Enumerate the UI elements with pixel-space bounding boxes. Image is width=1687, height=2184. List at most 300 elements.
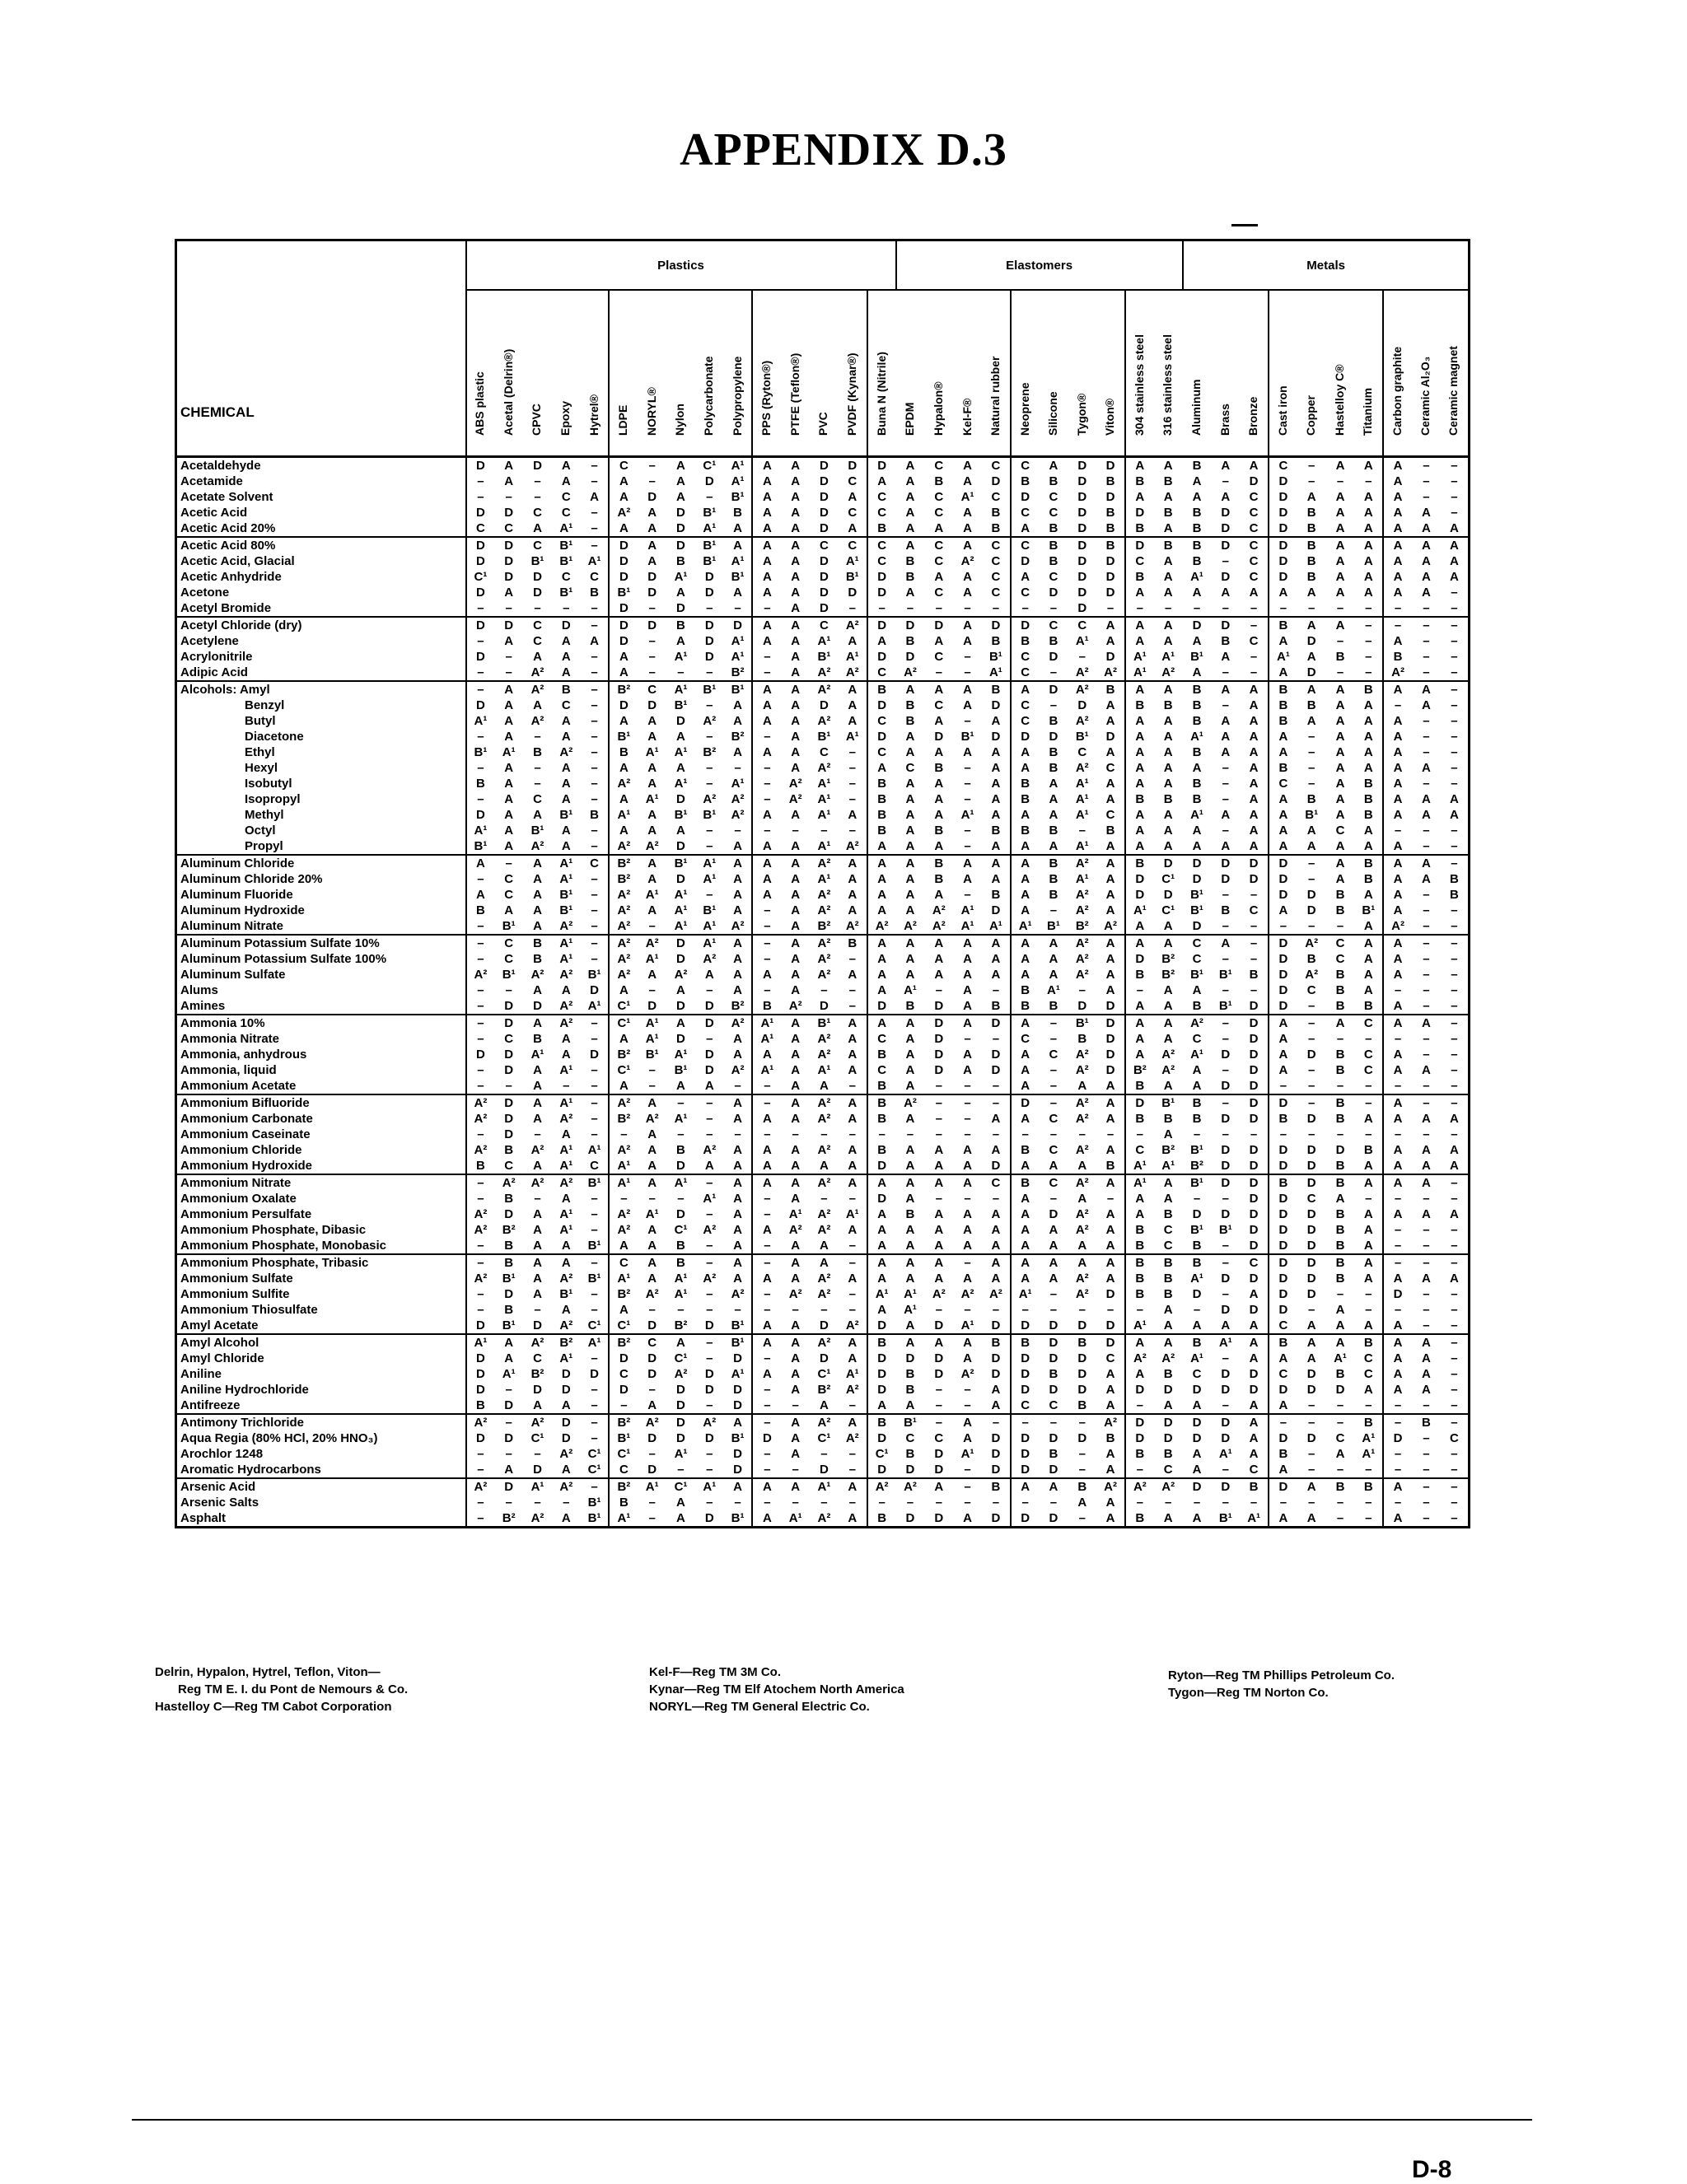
rating-cell: A (1278, 730, 1288, 744)
rating-cell: A² (559, 1447, 573, 1461)
rating-cell: – (1441, 1351, 1470, 1366)
rating-cell: – (494, 1078, 523, 1094)
rating-cell: A (1393, 490, 1403, 504)
rating-cell: – (620, 1192, 628, 1206)
chemical-name: Methyl (176, 807, 466, 823)
chemical-name: Isopropyl (176, 791, 466, 807)
rating-cell: A² (474, 1143, 488, 1157)
rating-cell: A (1421, 1063, 1431, 1077)
rating-cell: A (963, 474, 972, 488)
rating-cell: A (1393, 936, 1403, 950)
rating-cell: D (877, 1351, 887, 1365)
rating-cell: D (1021, 554, 1030, 568)
rating-cell: – (1354, 1078, 1383, 1094)
rating-cell: D (1278, 506, 1288, 520)
rating-cell: A¹ (817, 1480, 831, 1494)
rating-cell: – (477, 1496, 484, 1510)
rating-cell: – (466, 998, 495, 1015)
rating-cell: A (1335, 1192, 1345, 1206)
rating-cell: A (1240, 1334, 1269, 1351)
rating-cell: D (1049, 1383, 1058, 1397)
rating-cell: A (1154, 1318, 1183, 1334)
rating-cell: A (1096, 1495, 1125, 1510)
rating-cell: – (1326, 1510, 1355, 1528)
rating-cell: A (953, 1510, 982, 1528)
rating-cell: – (620, 1127, 628, 1141)
rating-cell: A (1021, 1272, 1030, 1286)
rating-cell: A² (674, 968, 688, 982)
rating-cell: D (1278, 1480, 1288, 1494)
rating-cell: A¹ (674, 570, 688, 584)
rating-cell: – (1412, 1398, 1441, 1414)
rating-cell: A (791, 554, 801, 568)
rating-cell: A (724, 982, 753, 998)
rating-cell: A (638, 1398, 666, 1414)
rating-cell: C (877, 539, 887, 553)
rating-cell: – (1354, 474, 1383, 489)
rating-cell: – (581, 600, 610, 617)
rating-cell: A² (817, 856, 831, 870)
rating-cell: A² (645, 1287, 659, 1301)
rating-cell: A¹ (1068, 838, 1096, 855)
rating-cell: D (475, 1351, 485, 1365)
rating-cell: D (1278, 1287, 1288, 1301)
rating-cell: B (1335, 1480, 1345, 1494)
rating-cell: B¹ (724, 569, 753, 585)
rating-cell: A (1421, 570, 1431, 584)
rating-cell: B (1335, 903, 1345, 917)
rating-cell: A (791, 1351, 801, 1365)
rating-cell: A (1154, 1510, 1183, 1528)
rating-cell: – (534, 1192, 541, 1206)
rating-cell: A (676, 634, 685, 648)
rating-cell: A (905, 808, 915, 822)
rating-cell: – (839, 791, 867, 807)
rating-cell: B (1297, 520, 1326, 537)
rating-cell: A (1354, 505, 1383, 520)
rating-cell: A (982, 776, 1011, 791)
rating-cell: A (1240, 713, 1269, 729)
material-column-header (982, 290, 1011, 457)
rating-cell: D (561, 618, 571, 632)
rating-cell: D (1192, 872, 1202, 886)
rating-cell: A¹ (724, 776, 753, 791)
rating-cell: A (724, 855, 753, 871)
rating-cell: A (1421, 506, 1431, 520)
rating-cell: – (505, 1447, 512, 1461)
rating-cell: A (494, 838, 523, 855)
rating-cell: – (1423, 1303, 1430, 1317)
rating-cell: A¹ (695, 520, 724, 537)
rating-cell: A (552, 1462, 581, 1478)
rating-cell: D (877, 1383, 887, 1397)
rating-cell: – (724, 1127, 753, 1142)
rating-cell: D (1278, 983, 1288, 997)
rating-cell: C¹ (703, 459, 717, 473)
rating-cell: A¹ (953, 918, 982, 935)
rating-cell: D (504, 618, 514, 632)
rating-cell: A¹ (617, 1272, 631, 1286)
rating-cell: D (1306, 1272, 1316, 1286)
rating-cell: A (1441, 1142, 1470, 1158)
rating-cell: – (695, 1462, 724, 1478)
rating-cell: A (1354, 698, 1383, 713)
rating-cell: B¹ (703, 539, 717, 553)
rating-cell: A (1393, 872, 1403, 886)
rating-cell: A (1354, 1238, 1383, 1254)
rating-cell: A (1021, 1048, 1030, 1062)
rating-cell: – (677, 1096, 685, 1110)
rating-cell: A² (724, 791, 753, 807)
rating-cell: B (1163, 1272, 1173, 1286)
rating-cell: B² (617, 1112, 631, 1126)
rating-cell: – (581, 871, 610, 887)
rating-cell: A¹ (674, 1048, 688, 1062)
material-label: NORYL® (644, 387, 658, 436)
rating-cell: A (905, 903, 915, 917)
rating-cell: A (905, 586, 915, 600)
rating-cell: B¹ (1218, 1223, 1232, 1237)
rating-cell: – (477, 683, 484, 697)
rating-cell: A (504, 1351, 514, 1365)
rating-cell: C¹ (617, 1016, 631, 1030)
rating-cell: – (1222, 698, 1229, 712)
rating-cell: B² (617, 856, 631, 870)
rating-cell: – (648, 1192, 656, 1206)
rating-cell: – (964, 1496, 971, 1510)
rating-cell: A (1335, 808, 1345, 822)
rating-cell: A (762, 570, 772, 584)
rating-cell: A (724, 1238, 753, 1254)
rating-cell: A² (674, 1367, 688, 1381)
rating-cell: – (1441, 1094, 1470, 1111)
rating-cell: D (982, 1015, 1011, 1031)
rating-cell: C (561, 490, 571, 504)
rating-cell: C (1135, 1143, 1145, 1157)
footnote-line: Hastelloy C—Reg TM Cabot Corporation (155, 1700, 392, 1714)
rating-cell: A (963, 1207, 972, 1221)
table-row (176, 1174, 1470, 1191)
rating-cell: – (1222, 952, 1229, 966)
rating-cell: B (1192, 777, 1202, 791)
rating-cell: – (764, 936, 771, 950)
material-label: PVC (816, 412, 830, 436)
rating-cell: B¹ (703, 683, 717, 697)
rating-cell: A (1240, 1430, 1269, 1446)
rating-cell: B (1077, 1336, 1087, 1350)
rating-cell: B (905, 1207, 915, 1221)
rating-cell: A (1096, 1398, 1125, 1414)
rating-cell: – (1412, 1318, 1441, 1334)
rating-cell: A (1096, 951, 1125, 967)
rating-cell: D (1240, 1366, 1269, 1382)
rating-cell: A (1163, 714, 1173, 728)
chemical-name: Acetic Anhydride (176, 569, 466, 585)
rating-cell: C (877, 554, 887, 568)
rating-cell: A¹ (1354, 1430, 1383, 1446)
rating-cell: D (1163, 1416, 1173, 1430)
rating-cell: A (1192, 634, 1202, 648)
rating-cell: A (1221, 936, 1231, 950)
rating-cell: A¹ (703, 1192, 717, 1206)
rating-cell: A¹ (1133, 650, 1147, 664)
rating-cell: A¹ (1240, 1510, 1269, 1528)
rating-cell: A¹ (559, 952, 573, 966)
rating-cell: A² (904, 1096, 917, 1110)
rating-cell: A (762, 539, 772, 553)
material-column-header (810, 290, 839, 457)
rating-cell: A (1421, 1272, 1431, 1286)
rating-cell: D (1021, 1447, 1030, 1461)
rating-cell: A (1278, 824, 1288, 838)
material-label: Polycarbonate (702, 356, 716, 436)
rating-cell: D (1278, 872, 1288, 886)
rating-cell: D (1221, 570, 1231, 584)
rating-cell: A (839, 1111, 867, 1127)
rating-cell: C (1021, 586, 1030, 600)
rating-cell: A (877, 474, 887, 488)
rating-cell: C (982, 489, 1011, 505)
rating-cell: A² (1075, 1096, 1089, 1110)
rating-cell: A (581, 489, 610, 505)
rating-cell: B¹ (674, 698, 688, 712)
rating-cell: – (1049, 903, 1058, 917)
rating-cell: A (934, 1176, 944, 1190)
chemical-name: Aluminum Chloride 20% (176, 871, 466, 887)
chemical-name: Ammonium Phosphate, Tribasic (176, 1254, 466, 1271)
rating-cell: B² (724, 729, 753, 744)
chemical-name: Aluminum Hydroxide (176, 903, 466, 918)
rating-cell: A (1096, 855, 1125, 871)
rating-cell: B² (617, 683, 631, 697)
rating-cell: – (982, 1302, 1011, 1318)
rating-cell: – (1336, 634, 1344, 648)
rating-cell: C (1441, 1430, 1470, 1446)
rating-cell: A¹ (552, 1158, 581, 1174)
rating-cell: A (475, 856, 485, 870)
rating-cell: D (934, 1447, 944, 1461)
rating-cell: B¹ (1190, 903, 1203, 917)
rating-cell: – (1354, 633, 1383, 649)
rating-cell: B (982, 1334, 1011, 1351)
rating-cell: – (534, 777, 541, 791)
rating-cell: – (1423, 1032, 1430, 1046)
rating-cell: B (1354, 1414, 1383, 1430)
rating-cell: A (1393, 570, 1403, 584)
rating-cell: D (523, 998, 552, 1015)
material-label: Neoprene (1017, 382, 1031, 436)
rating-cell: B (1335, 1096, 1345, 1110)
rating-cell: A (1068, 1238, 1096, 1254)
rating-cell: A (1049, 777, 1058, 791)
rating-cell: A² (817, 1272, 831, 1286)
rating-cell: – (1240, 982, 1269, 998)
rating-cell: B (1192, 792, 1202, 806)
rating-cell: D (1221, 539, 1231, 553)
material-column-header (867, 290, 896, 457)
footnote-block-1 (155, 1664, 408, 1715)
rating-cell: A (1278, 1032, 1288, 1046)
table-row (176, 585, 1470, 600)
rating-cell: – (764, 1287, 771, 1301)
rating-cell: – (1441, 681, 1470, 698)
rating-cell: D (475, 1431, 485, 1445)
rating-cell: A (1221, 683, 1231, 697)
rating-cell: A² (638, 838, 666, 855)
rating-cell: – (1049, 698, 1058, 712)
rating-cell: B (1021, 777, 1030, 791)
rating-cell: D (1240, 871, 1269, 887)
rating-cell: D (877, 698, 887, 712)
rating-cell: D (704, 650, 714, 664)
rating-cell: A² (617, 936, 631, 950)
table-row (176, 807, 1470, 823)
rating-cell: A² (617, 1223, 631, 1237)
rating-cell: D (666, 520, 695, 537)
rating-cell: A (1192, 474, 1202, 488)
rating-cell: A¹ (1133, 1176, 1147, 1190)
rating-cell: A¹ (502, 745, 516, 759)
rating-cell: C (1192, 1367, 1202, 1381)
rating-cell: C (1021, 698, 1030, 712)
rating-cell: A² (474, 1207, 488, 1221)
rating-cell: B¹ (559, 586, 573, 600)
rating-cell: A (1335, 792, 1345, 806)
rating-cell: A (905, 459, 915, 473)
rating-cell: B¹ (617, 730, 631, 744)
rating-cell: A (791, 474, 801, 488)
rating-cell: C (647, 683, 657, 697)
rating-cell: A (1163, 808, 1173, 822)
rating-cell: A (1393, 888, 1403, 902)
rating-cell: B (724, 505, 753, 520)
rating-cell: B¹ (494, 1318, 523, 1334)
rating-cell: A² (896, 918, 925, 935)
rating-cell: – (964, 761, 971, 775)
rating-cell: – (534, 1447, 541, 1461)
rating-cell: D (1077, 570, 1087, 584)
rating-cell: D (1096, 729, 1125, 744)
chemical-name: Benzyl (176, 698, 466, 713)
table-row (176, 903, 1470, 918)
rating-cell: A (905, 1336, 915, 1350)
rating-cell: C¹ (817, 1431, 831, 1445)
rating-cell: – (1441, 1462, 1470, 1478)
rating-cell: A (934, 745, 944, 759)
rating-cell: C (1335, 952, 1345, 966)
rating-cell: – (1441, 585, 1470, 600)
rating-cell: A (963, 459, 972, 473)
rating-cell: A² (609, 918, 638, 935)
rating-cell: – (764, 1127, 771, 1141)
rating-cell: D (1211, 520, 1240, 537)
rating-cell: A² (474, 1416, 488, 1430)
rating-cell: B (934, 474, 944, 488)
rating-cell: A² (703, 1223, 717, 1237)
rating-cell: A (533, 856, 542, 870)
rating-cell: D (1221, 1112, 1231, 1126)
rating-cell: – (964, 777, 971, 791)
rating-cell: A (762, 586, 772, 600)
rating-cell: C (1278, 459, 1288, 473)
rating-cell: A (552, 1510, 581, 1528)
rating-cell: B (1306, 539, 1316, 553)
rating-cell: A² (1075, 1223, 1089, 1237)
rating-cell: A (533, 1063, 542, 1077)
rating-cell: B (561, 683, 571, 697)
rating-cell: – (494, 665, 523, 681)
rating-cell: A (963, 683, 972, 697)
material-column-header (924, 290, 953, 457)
rating-cell: – (1297, 998, 1326, 1015)
rating-cell: – (1423, 474, 1430, 488)
rating-cell: B (877, 1048, 887, 1062)
rating-cell: – (648, 1383, 656, 1397)
rating-cell: B¹ (724, 1430, 753, 1446)
rating-cell: – (1394, 983, 1402, 997)
rating-cell: A² (932, 903, 946, 917)
rating-cell: – (581, 1414, 610, 1430)
rating-cell: A¹ (839, 649, 867, 665)
rating-cell: A (1011, 838, 1040, 855)
rating-cell: C (820, 618, 829, 632)
rating-cell: B (1125, 1078, 1154, 1094)
rating-cell: – (1441, 1334, 1470, 1351)
rating-cell: – (477, 474, 484, 488)
rating-cell: A (533, 1096, 542, 1110)
rating-cell: A (1326, 838, 1355, 855)
rating-cell: B (934, 856, 944, 870)
rating-cell: D (666, 600, 695, 617)
rating-cell: D (475, 459, 485, 473)
rating-cell: – (505, 1416, 512, 1430)
rating-cell: – (839, 1078, 867, 1094)
rating-cell: D (867, 998, 896, 1015)
rating-cell: A (924, 520, 953, 537)
rating-cell: A (791, 745, 801, 759)
rating-cell: A (1240, 791, 1269, 807)
rating-cell: A (647, 539, 657, 553)
rating-cell: A (1163, 586, 1173, 600)
rating-cell: A (791, 570, 801, 584)
rating-cell: D (494, 998, 523, 1015)
rating-cell: A (1096, 713, 1125, 729)
rating-cell: – (1040, 665, 1068, 681)
rating-cell: – (1211, 600, 1240, 617)
rating-cell: A (1192, 824, 1202, 838)
rating-cell: – (752, 665, 781, 681)
rating-cell: A² (788, 792, 802, 806)
rating-cell: – (1240, 600, 1269, 617)
rating-cell: – (477, 730, 484, 744)
rating-cell: A (552, 1238, 581, 1254)
rating-cell: D (1192, 1207, 1202, 1221)
rating-cell: A¹ (982, 665, 1011, 681)
rating-cell: A (1096, 1462, 1125, 1478)
rating-cell: D (561, 1416, 571, 1430)
rating-cell: A² (559, 1176, 573, 1190)
rating-cell: D (695, 1510, 724, 1528)
rating-cell: D (504, 1207, 514, 1221)
rating-cell: C (934, 650, 944, 664)
rating-cell: B² (617, 1480, 631, 1494)
rating-cell: A (1240, 1351, 1269, 1366)
rating-cell: C (1335, 1431, 1345, 1445)
rating-cell: – (477, 1063, 484, 1077)
rating-cell: – (1423, 618, 1430, 632)
rating-cell: – (1441, 1015, 1470, 1031)
rating-cell: D (934, 1351, 944, 1365)
